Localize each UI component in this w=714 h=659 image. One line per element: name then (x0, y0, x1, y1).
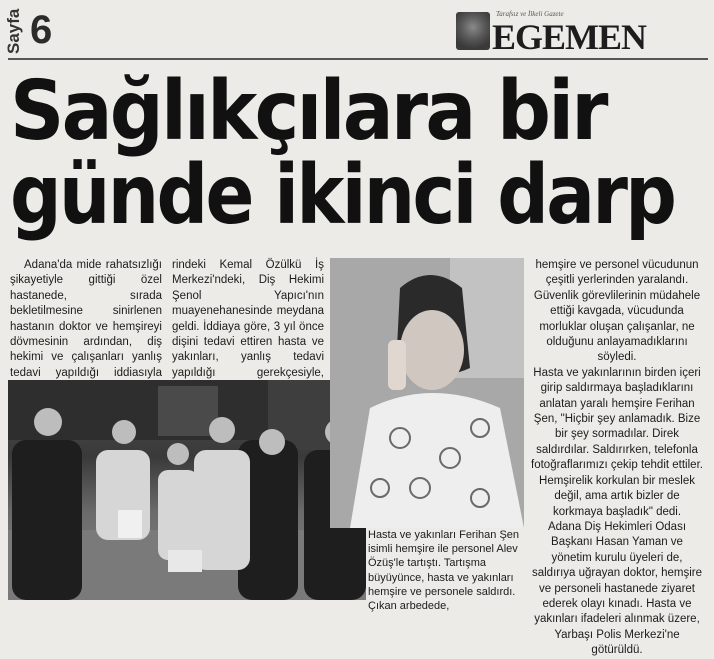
article-paragraph: Hasta ve yakınlarının birden içeri girip saldırmaya başladıklarını anlatan yaralı hemşire Ferihan Şen, "Hiçbir şey anlamadık. Bize bir şey sormadılar. Direk saldırdılar. Saldırırken, telefonla fotoğraflarımızı çekip tehdit ettiler. Hemşirelik korkulan bir meslek değil, ama artık bizler de korkmaya başladık" dedi. (531, 366, 703, 518)
masthead-logo: EGEMEN (492, 17, 647, 57)
article-paragraph: rindeki Kemal Özülkü İş Merkezi'ndeki, Diş Hekimi Şenol Yapıcı'nın muayenehanesinde meydana geldi. İddiaya göre, 3 yıl önce dişini tedavi ettiren hasta ve yakınları, yanlış tedavi yapıldığı gerekçesiyle, (172, 259, 324, 379)
article-paragraph: Adana'da mide rahatsızlığı şikayetiyle gittiği özel hastanede, sırada bekletilmesine sinirlenen hastanın doktor ve hemşireyi dövmesinin ardından, diş hekimi ve çalışanları yanlış tedavi yapıldığı iddiasıyla (10, 259, 162, 379)
newspaper-masthead (456, 8, 648, 56)
headline-line-2: günde ikinci darp (10, 148, 675, 243)
masthead-tagline: Tarafsız ve İlkeli Gazete (496, 10, 564, 18)
group-photo (8, 380, 366, 600)
page-label (4, 8, 26, 56)
headline-line-1: Sağlıkçılara bir (10, 64, 606, 159)
article-column-3 (530, 258, 704, 659)
group-photo-image (8, 380, 366, 600)
photo-caption: Hasta ve yakınları Ferihan Şen isimli hemşire ile personel Alev Özüş'le tartıştı. Tartışma büyüyünce, hasta ve yakınları hemşire ve personele saldırdı. Çıkan arbedede, (368, 528, 524, 613)
nurse-portrait-image (330, 258, 524, 528)
article-paragraph: Adana Diş Hekimleri Odası Başkanı Hasan Yaman ve yönetim kurulu üyeleri de, saldırıya uğrayan doktor, hemşire ve personeli hastanede ziyaret ederek olayı kınadı. Hasta ve yakınları ifadeleri alınmak üzere, Yarbaşı Polis Merkezi'ne götürüldü. (531, 520, 703, 657)
page-label-text: Sayfa (4, 8, 23, 54)
article-paragraph: hemşire ve personel vücudunun çeşitli yerlerinden yaralandı. Güvenlik görevlilerinin müdahele ettiği kavgada, vücudunda morluklar oluşan çalışanlar, ne olduğunu anlayamadıklarını söyledi. (533, 259, 701, 364)
nurse-portrait-photo (330, 258, 524, 528)
header-rule (8, 58, 708, 60)
page-number: 6 (30, 8, 53, 52)
masthead-portrait-image (456, 12, 490, 50)
